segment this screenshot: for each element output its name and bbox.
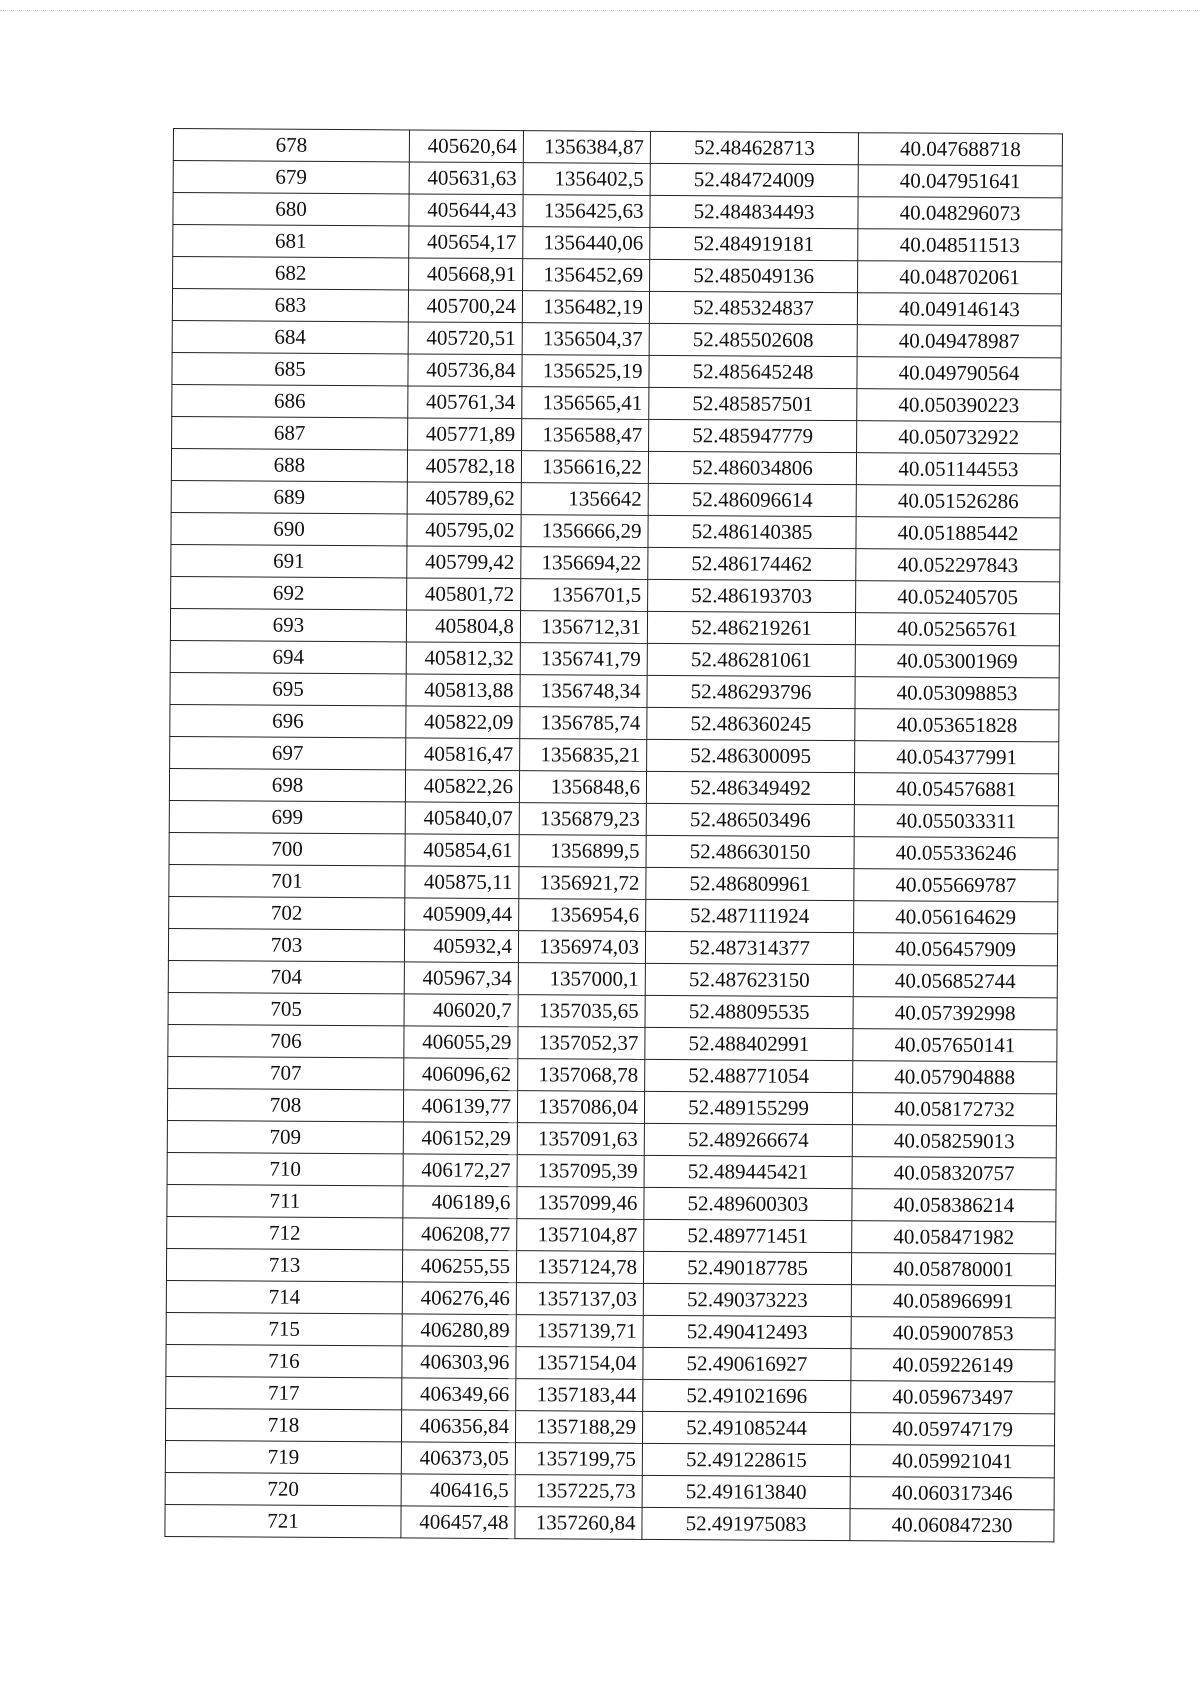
longitude-cell: 40.057904888 (853, 1061, 1057, 1094)
coord-y-cell: 1356642 (521, 483, 648, 516)
latitude-cell: 52.489266674 (644, 1123, 852, 1156)
table-row (167, 1152, 1056, 1189)
coord-x-cell: 405620,64 (409, 130, 523, 163)
longitude-cell: 40.050732922 (857, 421, 1061, 454)
coord-x-cell: 406280,89 (402, 1314, 516, 1347)
table-row (169, 896, 1058, 933)
coord-x-cell: 406189,6 (403, 1186, 517, 1219)
coordinates-table (164, 128, 1063, 1542)
table-row (166, 1344, 1055, 1381)
latitude-cell: 52.488095535 (645, 995, 853, 1028)
point-number-cell: 696 (170, 704, 406, 737)
coord-x-cell: 405812,32 (406, 642, 520, 675)
table-row (171, 448, 1060, 485)
longitude-cell: 40.058386214 (852, 1189, 1056, 1222)
coord-x-cell: 406349,66 (402, 1378, 516, 1411)
coord-x-cell: 406172,27 (403, 1154, 517, 1187)
point-number-cell: 718 (165, 1408, 401, 1441)
latitude-cell: 52.486174462 (648, 547, 856, 580)
scan-edge-line (0, 10, 1200, 11)
table-row (169, 832, 1058, 869)
latitude-cell: 52.484834493 (650, 195, 858, 228)
longitude-cell: 40.055669787 (854, 869, 1058, 902)
coord-x-cell: 405801,72 (407, 578, 521, 611)
point-number-cell: 681 (173, 225, 409, 258)
latitude-cell: 52.485324837 (649, 291, 857, 324)
latitude-cell: 52.491021696 (643, 1379, 851, 1412)
latitude-cell: 52.491975083 (642, 1507, 850, 1540)
table-row (168, 1024, 1057, 1061)
table-row (165, 1408, 1054, 1445)
table-row (172, 416, 1061, 453)
coord-y-cell: 1356921,72 (519, 867, 646, 900)
latitude-cell: 52.489771451 (644, 1219, 852, 1252)
longitude-cell: 40.054377991 (855, 741, 1059, 774)
coord-y-cell: 1356384,87 (523, 131, 650, 164)
table-row (167, 1216, 1056, 1253)
point-number-cell: 691 (171, 544, 407, 577)
latitude-cell: 52.485049136 (650, 259, 858, 292)
coord-x-cell: 405761,34 (408, 386, 522, 419)
coord-x-cell: 405736,84 (408, 354, 522, 387)
longitude-cell: 40.048296073 (858, 197, 1062, 230)
latitude-cell: 52.486193703 (648, 579, 856, 612)
coord-x-cell: 406373,05 (401, 1442, 515, 1475)
latitude-cell: 52.490616927 (643, 1347, 851, 1380)
longitude-cell: 40.048511513 (858, 229, 1062, 262)
table-row (165, 1504, 1054, 1541)
longitude-cell: 40.049146143 (857, 293, 1061, 326)
point-number-cell: 719 (165, 1440, 401, 1473)
point-number-cell: 721 (165, 1504, 401, 1537)
point-number-cell: 705 (168, 992, 404, 1025)
table-row (168, 928, 1057, 965)
table-row (166, 1312, 1055, 1349)
point-number-cell: 720 (165, 1472, 401, 1505)
table-row (171, 544, 1060, 581)
latitude-cell: 52.486034806 (648, 451, 856, 484)
table-row (169, 768, 1058, 805)
coord-x-cell: 405875,11 (405, 866, 519, 899)
longitude-cell: 40.059007853 (851, 1317, 1055, 1350)
longitude-cell: 40.055033311 (854, 805, 1058, 838)
table-row (171, 576, 1060, 613)
longitude-cell: 40.050390223 (857, 389, 1061, 422)
longitude-cell: 40.056457909 (853, 933, 1057, 966)
coord-y-cell: 1356748,34 (520, 675, 647, 708)
table-row (169, 864, 1058, 901)
coord-x-cell: 405795,02 (407, 514, 521, 547)
coordinates-table-body (165, 129, 1063, 1542)
latitude-cell: 52.486293796 (647, 675, 855, 708)
point-number-cell: 715 (166, 1312, 402, 1345)
point-number-cell: 678 (173, 129, 409, 162)
point-number-cell: 687 (172, 416, 408, 449)
coord-x-cell: 406208,77 (403, 1218, 517, 1251)
longitude-cell: 40.053098853 (855, 677, 1059, 710)
point-number-cell: 712 (167, 1216, 403, 1249)
coord-x-cell: 405804,8 (406, 610, 520, 643)
coord-y-cell: 1356694,22 (521, 547, 648, 580)
coord-x-cell: 405967,34 (404, 962, 518, 995)
point-number-cell: 702 (169, 896, 405, 929)
point-number-cell: 698 (169, 768, 405, 801)
longitude-cell: 40.059226149 (851, 1349, 1055, 1382)
latitude-cell: 52.487314377 (645, 931, 853, 964)
coord-y-cell: 1357199,75 (515, 1443, 642, 1476)
point-number-cell: 701 (169, 864, 405, 897)
longitude-cell: 40.058780001 (851, 1253, 1055, 1286)
point-number-cell: 714 (166, 1280, 402, 1313)
point-number-cell: 716 (166, 1344, 402, 1377)
coord-x-cell: 406356,84 (401, 1410, 515, 1443)
latitude-cell: 52.488771054 (645, 1059, 853, 1092)
coord-y-cell: 1356848,6 (519, 771, 646, 804)
point-number-cell: 694 (170, 640, 406, 673)
coord-y-cell: 1356899,5 (519, 835, 646, 868)
table-row (167, 1088, 1056, 1125)
coord-x-cell: 406457,48 (401, 1506, 515, 1539)
longitude-cell: 40.049478987 (857, 325, 1061, 358)
coord-x-cell: 406096,62 (404, 1058, 518, 1091)
longitude-cell: 40.052565761 (855, 613, 1059, 646)
coord-x-cell: 406055,29 (404, 1026, 518, 1059)
table-row (171, 480, 1060, 517)
latitude-cell: 52.491228615 (642, 1443, 850, 1476)
coord-y-cell: 1357091,63 (517, 1123, 644, 1156)
latitude-cell: 52.491085244 (642, 1411, 850, 1444)
latitude-cell: 52.484724009 (650, 163, 858, 196)
latitude-cell: 52.486349492 (646, 771, 854, 804)
table-row (170, 736, 1059, 773)
latitude-cell: 52.484919181 (650, 227, 858, 260)
point-number-cell: 686 (172, 384, 408, 417)
longitude-cell: 40.059673497 (851, 1381, 1055, 1414)
coord-y-cell: 1357095,39 (517, 1155, 644, 1188)
longitude-cell: 40.060847230 (850, 1509, 1054, 1542)
point-number-cell: 682 (173, 257, 409, 290)
latitude-cell: 52.486281061 (647, 643, 855, 676)
longitude-cell: 40.052405705 (856, 581, 1060, 614)
coord-x-cell: 406276,46 (402, 1282, 516, 1315)
coord-y-cell: 1356701,5 (521, 579, 648, 612)
coord-x-cell: 405854,61 (405, 834, 519, 867)
coord-y-cell: 1356741,79 (520, 643, 647, 676)
latitude-cell: 52.486503496 (646, 803, 854, 836)
coord-y-cell: 1357139,71 (516, 1315, 643, 1348)
point-number-cell: 699 (169, 800, 405, 833)
table-row (166, 1280, 1055, 1317)
longitude-cell: 40.059921041 (850, 1445, 1054, 1478)
point-number-cell: 711 (167, 1184, 403, 1217)
coord-x-cell: 406416,5 (401, 1474, 515, 1507)
coord-y-cell: 1356666,29 (521, 515, 648, 548)
longitude-cell: 40.053651828 (855, 709, 1059, 742)
coord-y-cell: 1356588,47 (522, 419, 649, 452)
table-row (173, 225, 1062, 262)
table-row (166, 1248, 1055, 1285)
longitude-cell: 40.058259013 (852, 1125, 1056, 1158)
latitude-cell: 52.490412493 (643, 1315, 851, 1348)
coord-y-cell: 1357035,65 (518, 995, 645, 1028)
coord-x-cell: 405813,88 (406, 674, 520, 707)
point-number-cell: 707 (168, 1056, 404, 1089)
coord-x-cell: 405771,89 (408, 418, 522, 451)
table-row (173, 193, 1062, 230)
point-number-cell: 684 (172, 320, 408, 353)
point-number-cell: 688 (171, 448, 407, 481)
coord-x-cell: 406255,55 (402, 1250, 516, 1283)
longitude-cell: 40.057392998 (853, 997, 1057, 1030)
table-row (172, 352, 1061, 389)
coord-y-cell: 1356974,03 (518, 931, 645, 964)
point-number-cell: 680 (173, 193, 409, 226)
coord-y-cell: 1356954,6 (519, 899, 646, 932)
coord-x-cell: 405799,42 (407, 546, 521, 579)
point-number-cell: 709 (167, 1120, 403, 1153)
table-row (170, 672, 1059, 709)
coord-y-cell: 1356565,41 (522, 387, 649, 420)
latitude-cell: 52.486360245 (647, 707, 855, 740)
table-row (168, 992, 1057, 1029)
latitude-cell: 52.486219261 (647, 611, 855, 644)
coord-y-cell: 1356402,5 (523, 163, 650, 196)
table-row (172, 384, 1061, 421)
point-number-cell: 683 (172, 289, 408, 322)
table-row (168, 960, 1057, 997)
coord-x-cell: 405644,43 (409, 194, 523, 227)
point-number-cell: 695 (170, 672, 406, 705)
table-row (167, 1120, 1056, 1157)
latitude-cell: 52.489600303 (644, 1187, 852, 1220)
longitude-cell: 40.058966991 (851, 1285, 1055, 1318)
coord-x-cell: 405840,07 (405, 802, 519, 835)
coord-y-cell: 1356425,63 (523, 195, 650, 228)
coord-x-cell: 405909,44 (405, 898, 519, 931)
coord-y-cell: 1357000,1 (518, 963, 645, 996)
latitude-cell: 52.485857501 (649, 387, 857, 420)
longitude-cell: 40.053001969 (855, 645, 1059, 678)
latitude-cell: 52.485502608 (649, 323, 857, 356)
coord-y-cell: 1357183,44 (516, 1379, 643, 1412)
coord-y-cell: 1357068,78 (518, 1059, 645, 1092)
table-row (172, 320, 1061, 357)
coord-x-cell: 405782,18 (407, 450, 521, 483)
coord-y-cell: 1356452,69 (523, 259, 650, 292)
latitude-cell: 52.486300095 (647, 739, 855, 772)
latitude-cell: 52.487623150 (645, 963, 853, 996)
coord-y-cell: 1356504,37 (522, 323, 649, 356)
latitude-cell: 52.488402991 (645, 1027, 853, 1060)
longitude-cell: 40.048702061 (858, 261, 1062, 294)
longitude-cell: 40.056852744 (853, 965, 1057, 998)
table-row (169, 800, 1058, 837)
coord-y-cell: 1356879,23 (519, 803, 646, 836)
table-row (170, 608, 1059, 645)
latitude-cell: 52.485645248 (649, 355, 857, 388)
latitude-cell: 52.489155299 (644, 1091, 852, 1124)
coord-x-cell: 405816,47 (406, 738, 520, 771)
longitude-cell: 40.055336246 (854, 837, 1058, 870)
latitude-cell: 52.486630150 (646, 835, 854, 868)
latitude-cell: 52.487111924 (646, 899, 854, 932)
coord-y-cell: 1356525,19 (522, 355, 649, 388)
point-number-cell: 703 (168, 928, 404, 961)
point-number-cell: 706 (168, 1024, 404, 1057)
longitude-cell: 40.058320757 (852, 1157, 1056, 1190)
coord-x-cell: 405654,17 (409, 226, 523, 259)
longitude-cell: 40.051144553 (856, 453, 1060, 486)
latitude-cell: 52.486096614 (648, 483, 856, 516)
coord-y-cell: 1357188,29 (515, 1411, 642, 1444)
longitude-cell: 40.057650141 (853, 1029, 1057, 1062)
point-number-cell: 697 (170, 736, 406, 769)
longitude-cell: 40.056164629 (854, 901, 1058, 934)
table-row (170, 704, 1059, 741)
coord-y-cell: 1356440,06 (523, 227, 650, 260)
point-number-cell: 692 (171, 576, 407, 609)
longitude-cell: 40.052297843 (856, 549, 1060, 582)
coord-x-cell: 405822,26 (405, 770, 519, 803)
coord-y-cell: 1356482,19 (522, 291, 649, 324)
coord-y-cell: 1356712,31 (520, 611, 647, 644)
coord-y-cell: 1357225,73 (515, 1475, 642, 1508)
point-number-cell: 700 (169, 832, 405, 865)
longitude-cell: 40.047951641 (858, 165, 1062, 198)
point-number-cell: 693 (170, 608, 406, 641)
table-row (173, 161, 1062, 198)
table-row (172, 289, 1061, 326)
table-row (171, 512, 1060, 549)
coord-x-cell: 406139,77 (403, 1090, 517, 1123)
table-row (166, 1376, 1055, 1413)
latitude-cell: 52.485947779 (649, 419, 857, 452)
coord-y-cell: 1357086,04 (517, 1091, 644, 1124)
point-number-cell: 690 (171, 512, 407, 545)
coord-x-cell: 405932,4 (404, 930, 518, 963)
table-row (165, 1472, 1054, 1509)
point-number-cell: 689 (171, 480, 407, 513)
longitude-cell: 40.058471982 (852, 1221, 1056, 1254)
coord-y-cell: 1356785,74 (520, 707, 647, 740)
longitude-cell: 40.058172732 (852, 1093, 1056, 1126)
point-number-cell: 713 (166, 1248, 402, 1281)
coord-x-cell: 405631,63 (409, 162, 523, 195)
point-number-cell: 685 (172, 352, 408, 385)
point-number-cell: 679 (173, 161, 409, 194)
coord-y-cell: 1357154,04 (516, 1347, 643, 1380)
latitude-cell: 52.484628713 (650, 131, 858, 164)
table-row (170, 640, 1059, 677)
latitude-cell: 52.491613840 (642, 1475, 850, 1508)
coord-y-cell: 1357052,37 (518, 1027, 645, 1060)
latitude-cell: 52.490187785 (643, 1251, 851, 1284)
coord-x-cell: 406303,96 (402, 1346, 516, 1379)
longitude-cell: 40.047688718 (858, 133, 1062, 166)
longitude-cell: 40.049790564 (857, 357, 1061, 390)
coord-x-cell: 406152,29 (403, 1122, 517, 1155)
coord-y-cell: 1357260,84 (515, 1507, 642, 1540)
longitude-cell: 40.060317346 (850, 1477, 1054, 1510)
latitude-cell: 52.486140385 (648, 515, 856, 548)
latitude-cell: 52.489445421 (644, 1155, 852, 1188)
longitude-cell: 40.051885442 (856, 517, 1060, 550)
coord-y-cell: 1357124,78 (516, 1251, 643, 1284)
longitude-cell: 40.051526286 (856, 485, 1060, 518)
latitude-cell: 52.486809961 (646, 867, 854, 900)
table-row (173, 129, 1062, 166)
longitude-cell: 40.059747179 (850, 1413, 1054, 1446)
table-row (173, 257, 1062, 294)
coord-y-cell: 1356616,22 (521, 451, 648, 484)
point-number-cell: 708 (167, 1088, 403, 1121)
coord-x-cell: 405700,24 (408, 290, 522, 323)
table-row (167, 1184, 1056, 1221)
coord-y-cell: 1356835,21 (520, 739, 647, 772)
longitude-cell: 40.054576881 (854, 773, 1058, 806)
point-number-cell: 717 (166, 1376, 402, 1409)
table-row (168, 1056, 1057, 1093)
coord-x-cell: 405720,51 (408, 322, 522, 355)
coord-x-cell: 405789,62 (407, 482, 521, 515)
point-number-cell: 704 (168, 960, 404, 993)
table-row (165, 1440, 1054, 1477)
latitude-cell: 52.490373223 (643, 1283, 851, 1316)
coord-x-cell: 405668,91 (409, 258, 523, 291)
point-number-cell: 710 (167, 1152, 403, 1185)
coord-y-cell: 1357099,46 (517, 1187, 644, 1220)
coord-x-cell: 406020,7 (404, 994, 518, 1027)
coord-y-cell: 1357104,87 (517, 1219, 644, 1252)
coord-y-cell: 1357137,03 (516, 1283, 643, 1316)
coord-x-cell: 405822,09 (406, 706, 520, 739)
